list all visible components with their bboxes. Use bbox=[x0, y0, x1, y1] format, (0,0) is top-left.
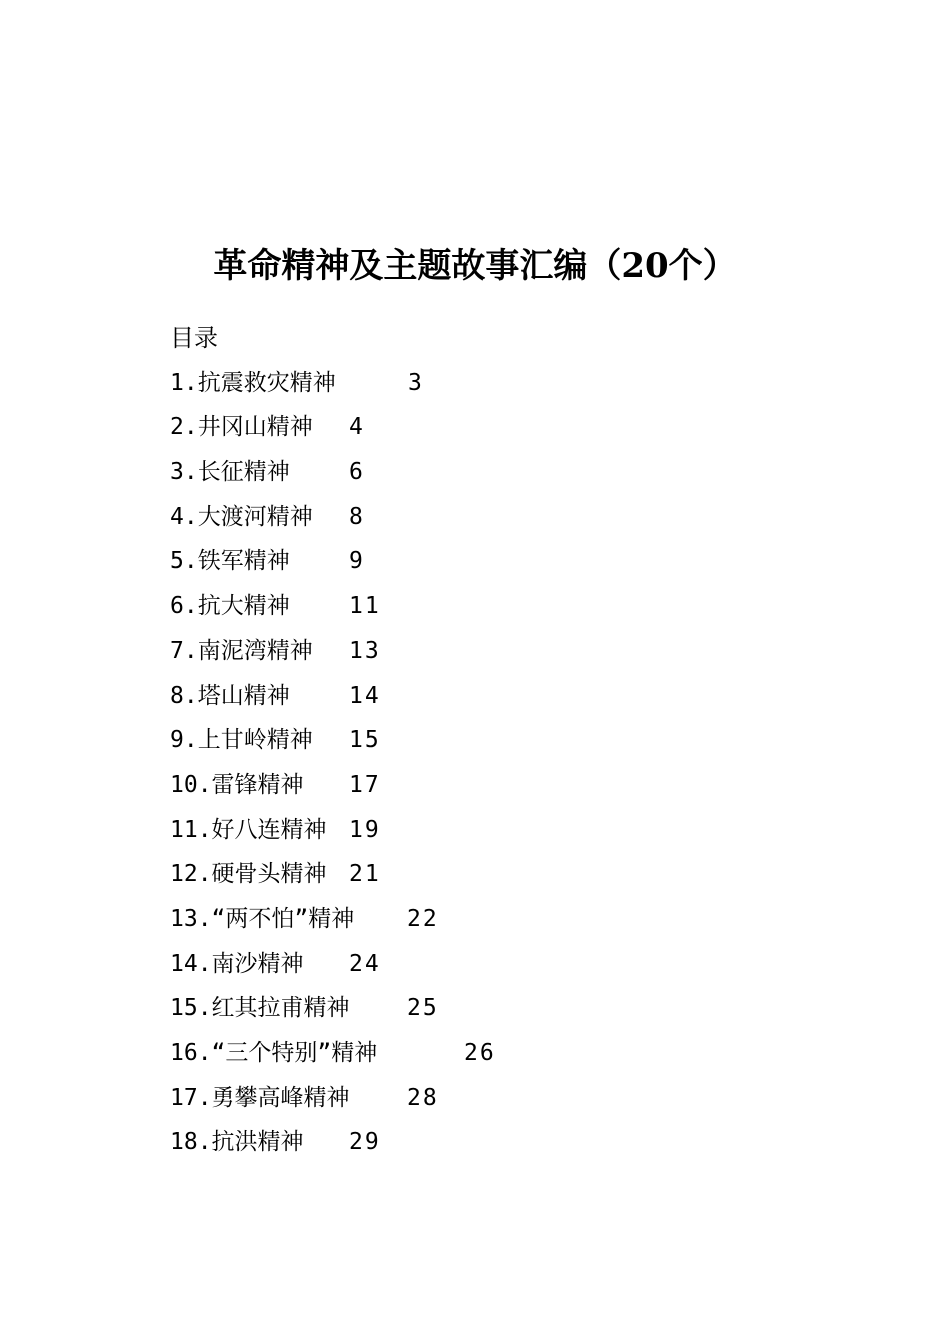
toc-entry-page: 3 bbox=[408, 369, 424, 396]
toc-entry bbox=[170, 1033, 870, 1078]
toc-entry-title: 1.抗震救灾精神 bbox=[170, 369, 336, 396]
toc-entry-title: 2.井冈山精神 bbox=[170, 414, 313, 441]
toc-entry bbox=[170, 541, 870, 586]
toc-entry-title: 18.抗洪精神 bbox=[170, 1129, 304, 1156]
toc-entry bbox=[170, 944, 870, 989]
toc-entry bbox=[170, 676, 870, 721]
toc-entry bbox=[170, 631, 870, 676]
toc-entry-title: 16.“三个特别”精神 bbox=[170, 1040, 378, 1066]
toc-entry-title: 14.南沙精神 bbox=[170, 950, 304, 977]
toc-entry-title: 12.硬骨头精神 bbox=[170, 861, 327, 888]
toc-entry bbox=[170, 854, 870, 899]
toc-entry bbox=[170, 988, 870, 1033]
toc-entry bbox=[170, 1078, 870, 1123]
toc-entry-title: 17.勇攀高峰精神 bbox=[170, 1084, 350, 1111]
toc-entry-title: 8.塔山精神 bbox=[170, 682, 290, 709]
toc-entry-page: 6 bbox=[349, 459, 365, 486]
toc-entry bbox=[170, 452, 870, 497]
table-of-contents bbox=[170, 318, 870, 1167]
toc-entry-page: 19 bbox=[349, 816, 381, 843]
toc-entry bbox=[170, 586, 870, 631]
toc-entry bbox=[170, 497, 870, 542]
toc-entry-page: 28 bbox=[407, 1084, 439, 1111]
toc-entry bbox=[170, 1122, 870, 1167]
toc-entry-title: 11.好八连精神 bbox=[170, 816, 327, 843]
toc-entry-page: 24 bbox=[349, 950, 381, 977]
toc-heading: 目录 bbox=[170, 324, 218, 352]
toc-entry-title: 6.抗大精神 bbox=[170, 593, 290, 620]
toc-entry bbox=[170, 363, 870, 408]
toc-entry-page: 17 bbox=[349, 771, 381, 798]
toc-entry bbox=[170, 810, 870, 855]
toc-entry-title: 13.“两不怕”精神 bbox=[170, 905, 355, 932]
toc-entry-title: 7.南泥湾精神 bbox=[170, 637, 313, 664]
toc-entry-title: 3.长征精神 bbox=[170, 459, 290, 486]
toc-entry-title: 4.大渡河精神 bbox=[170, 503, 313, 530]
toc-entry-page: 21 bbox=[349, 861, 381, 888]
toc-entry bbox=[170, 899, 870, 944]
toc-entry-page: 11 bbox=[349, 593, 381, 620]
toc-entry-page: 26 bbox=[464, 1040, 496, 1066]
toc-entry-page: 13 bbox=[349, 637, 381, 664]
toc-entry bbox=[170, 720, 870, 765]
toc-entry-page: 9 bbox=[349, 548, 365, 575]
toc-entry bbox=[170, 765, 870, 810]
toc-entry bbox=[170, 407, 870, 452]
toc-list bbox=[170, 363, 870, 1167]
toc-entry-page: 8 bbox=[349, 503, 365, 530]
toc-entry-page: 22 bbox=[407, 905, 439, 932]
toc-entry-page: 4 bbox=[349, 414, 365, 441]
toc-entry-title: 9.上甘岭精神 bbox=[170, 727, 313, 754]
toc-entry-page: 25 bbox=[407, 995, 439, 1022]
toc-entry-page: 15 bbox=[349, 727, 381, 754]
toc-entry-title: 5.铁军精神 bbox=[170, 548, 290, 575]
toc-entry-page: 29 bbox=[349, 1129, 381, 1156]
toc-entry-page: 14 bbox=[349, 682, 381, 709]
toc-entry-title: 10.雷锋精神 bbox=[170, 771, 304, 798]
toc-entry-title: 15.红其拉甫精神 bbox=[170, 995, 350, 1022]
document-title: 革命精神及主题故事汇编（20个） bbox=[213, 246, 737, 286]
